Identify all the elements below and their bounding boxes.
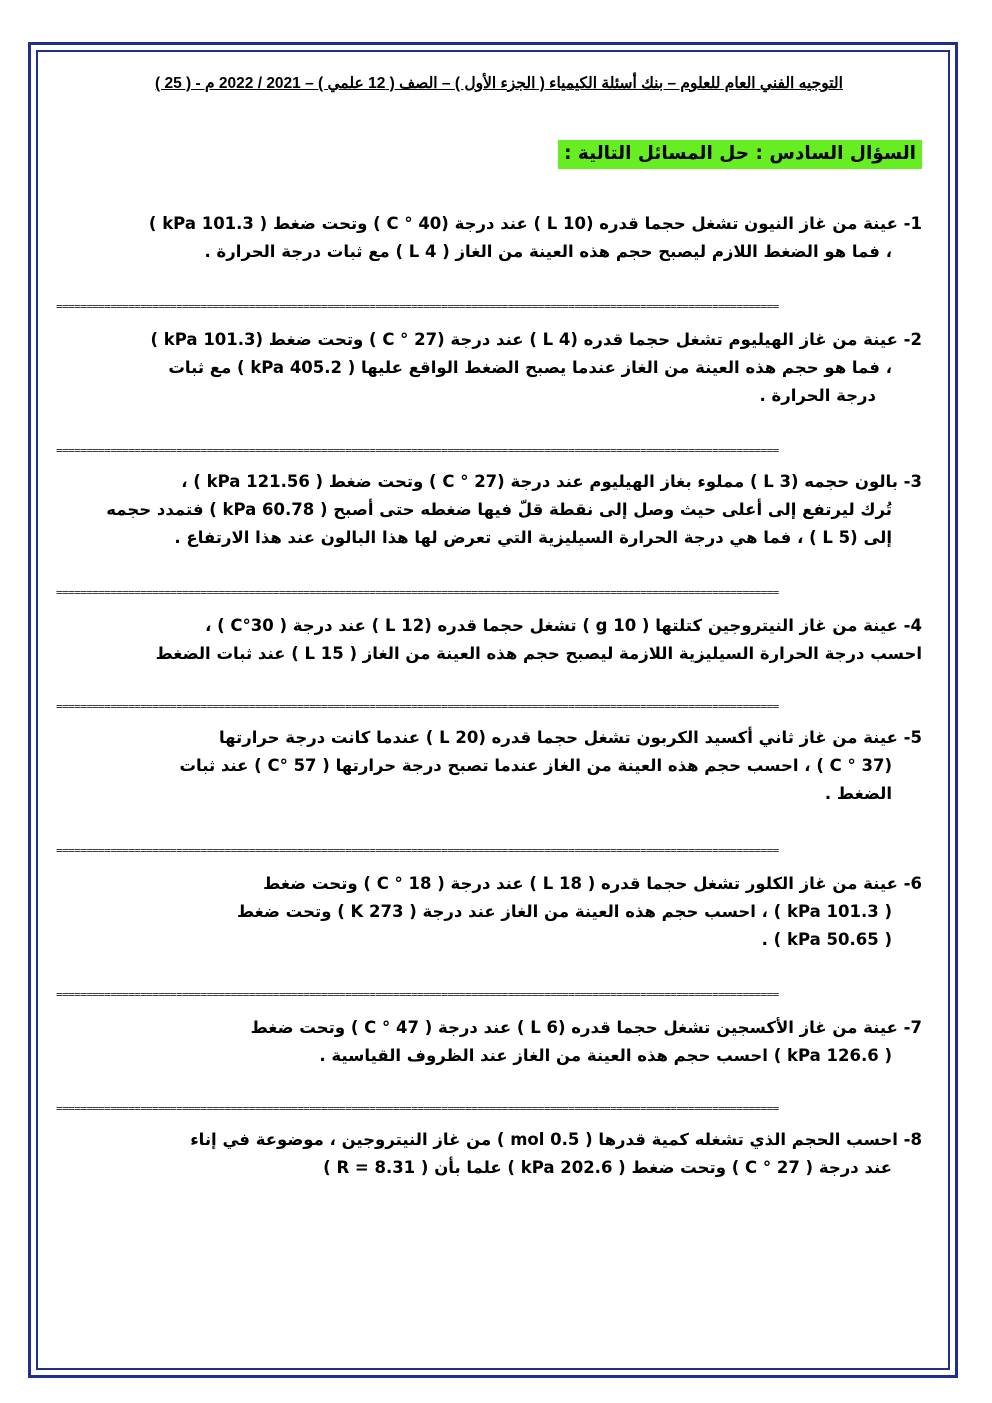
page-header: التوجيه الفني العام للعلوم – بنك أسئلة الكيمياء ( الجزء الأول ) – الصف ( 12 علمي ) – 2021 / 2022 م - ( 25 ) xyxy=(155,75,843,92)
question-line: درجة الحرارة . xyxy=(759,386,876,405)
question-line: ، فما هو الضغط اللازم ليصبح حجم هذه العينة من الغاز ( 4 L ) مع ثبات درجة الحرارة . xyxy=(204,242,892,261)
question-line: 7- عينة من غاز الأكسجين تشغل حجما قدره (6 L ) عند درجة ( 47 ° C ) وتحت ضغط xyxy=(250,1018,922,1037)
question-line: ، فما هو حجم هذه العينة من الغاز عندما يصبح الضغط الواقع عليها ( 405.2 kPa ) مع ثبات xyxy=(168,358,892,377)
question-2 xyxy=(56,326,922,410)
question-line: 2- عينة من غاز الهيليوم تشغل حجما قدره (4 L ) عند درجة (27 ° C ) وتحت ضغط (101.3 kPa ) xyxy=(150,330,922,349)
separator-line: ======================================================================================================================== xyxy=(56,844,779,857)
question-line: الضغط . xyxy=(824,784,892,803)
question-line: احسب درجة الحرارة السيليزية اللازمة ليصبح حجم هذه العينة من الغاز ( 15 L ) عند ثبات الضغط xyxy=(155,644,922,663)
question-line: 3- بالون حجمه (3 L ) مملوء بغاز الهيليوم عند درجة (27 ° C ) وتحت ضغط ( 121.56 kPa ) ، xyxy=(181,472,922,491)
separator-line: ======================================================================================================================== xyxy=(56,444,779,457)
question-line: (37 ° C ) ، احسب حجم هذه العينة من الغاز عندما تصبح درجة حرارتها ( 57 °C ) عند ثبات xyxy=(179,756,892,775)
question-6 xyxy=(56,870,922,954)
question-line: ( 101.3 kPa ) ، احسب حجم هذه العينة من الغاز عند درجة ( 273 K ) وتحت ضغط xyxy=(236,902,892,921)
separator-line: ======================================================================================================================== xyxy=(56,700,779,713)
separator-line: ======================================================================================================================== xyxy=(56,300,779,313)
question-1 xyxy=(56,210,922,266)
question-line: ( 50.65 kPa ) . xyxy=(761,930,892,949)
question-line: ( 126.6 kPa ) احسب حجم هذه العينة من الغاز عند الظروف القياسية . xyxy=(319,1046,892,1065)
question-line: تُرك ليرتفع إلى أعلى حيث وصل إلى نقطة قلّ فيها ضغطه حتى أصبح ( 60.78 kPa ) فتمدد حجمه xyxy=(106,500,892,519)
section-title: السؤال السادس : حل المسائل التالية : xyxy=(558,140,922,169)
question-5 xyxy=(56,724,922,808)
question-3 xyxy=(56,468,922,552)
question-line: 4- عينة من غاز النيتروجين كتلتها ( 10 g ) تشغل حجما قدره (12 L ) عند درجة ( 30°C ) ، xyxy=(205,616,922,635)
question-line: 1- عينة من غاز النيون تشغل حجما قدره (10 L ) عند درجة (40 ° C ) وتحت ضغط ( 101.3 kPa ) xyxy=(148,214,922,233)
separator-line: ======================================================================================================================== xyxy=(56,1102,779,1115)
question-line: 6- عينة من غاز الكلور تشغل حجما قدره ( 18 L ) عند درجة ( 18 ° C ) وتحت ضغط xyxy=(263,874,922,893)
worksheet-page xyxy=(56,60,922,1360)
question-8 xyxy=(56,1126,922,1182)
question-7 xyxy=(56,1014,922,1070)
question-line: عند درجة ( 27 ° C ) وتحت ضغط ( 202.6 kPa ) علما بأن ( R = 8.31 ) xyxy=(323,1158,892,1177)
question-line: إلى (5 L ) ، فما هي درجة الحرارة السيليزية التي تعرض لها هذا البالون عند هذا الارتفاع . xyxy=(174,528,892,547)
separator-line: ======================================================================================================================== xyxy=(56,988,779,1001)
question-line: 5- عينة من غاز ثاني أكسيد الكربون تشغل حجما قدره (20 L ) عندما كانت درجة حرارتها xyxy=(218,728,922,747)
separator-line: ======================================================================================================================== xyxy=(56,586,779,599)
question-4 xyxy=(56,612,922,668)
question-line: 8- احسب الحجم الذي تشغله كمية قدرها ( 0.5 mol ) من غاز النيتروجين ، موضوعة في إناء xyxy=(190,1130,922,1149)
